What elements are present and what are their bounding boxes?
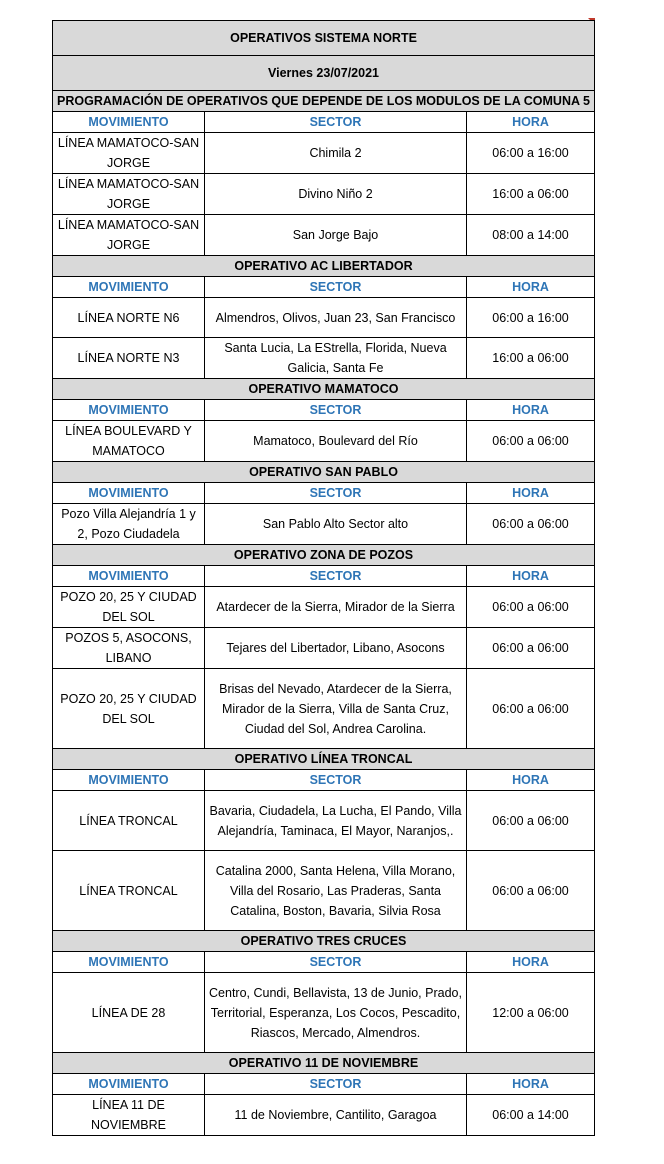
section-title-row [53, 545, 595, 566]
column-header-movement: MOVIMIENTO [53, 770, 205, 791]
column-header-hour: HORA [467, 277, 595, 298]
cell-movement: POZO 20, 25 Y CIUDAD DEL SOL [53, 669, 205, 749]
table-row [53, 1095, 595, 1136]
table-row [53, 215, 595, 256]
section-title-row [53, 256, 595, 277]
cell-sector: Chimila 2 [205, 133, 467, 174]
section-title: OPERATIVO SAN PABLO [53, 462, 595, 483]
cell-movement: LÍNEA NORTE N6 [53, 298, 205, 338]
table-row [53, 338, 595, 379]
cell-hour: 06:00 a 06:00 [467, 628, 595, 669]
cell-sector: Brisas del Nevado, Atardecer de la Sierra, Mirador de la Sierra, Villa de Santa Cruz, Ciudad del Sol, Andrea Carolina. [205, 669, 467, 749]
table-row [53, 421, 595, 462]
section-title: OPERATIVO LÍNEA TRONCAL [53, 749, 595, 770]
column-header-hour: HORA [467, 400, 595, 421]
cell-sector: Mamatoco, Boulevard del Río [205, 421, 467, 462]
cell-sector: Almendros, Olivos, Juan 23, San Francisco [205, 298, 467, 338]
cell-sector: 11 de Noviembre, Cantilito, Garagoa [205, 1095, 467, 1136]
cell-hour: 06:00 a 06:00 [467, 791, 595, 851]
section-title: OPERATIVO MAMATOCO [53, 379, 595, 400]
column-header-hour: HORA [467, 483, 595, 504]
cell-sector: Atardecer de la Sierra, Mirador de la Sierra [205, 587, 467, 628]
table-row [53, 669, 595, 749]
cell-movement: LÍNEA NORTE N3 [53, 338, 205, 379]
column-header-movement: MOVIMIENTO [53, 277, 205, 298]
section-title-row [53, 1053, 595, 1074]
column-header-movement: MOVIMIENTO [53, 566, 205, 587]
page-title: OPERATIVOS SISTEMA NORTE [53, 21, 595, 56]
cell-movement: LÍNEA BOULEVARD Y MAMATOCO [53, 421, 205, 462]
table-row [53, 973, 595, 1053]
column-header-movement: MOVIMIENTO [53, 952, 205, 973]
page-date: Viernes 23/07/2021 [53, 56, 595, 91]
cell-hour: 06:00 a 06:00 [467, 851, 595, 931]
cell-movement: POZO 20, 25 Y CIUDAD DEL SOL [53, 587, 205, 628]
table-row [53, 504, 595, 545]
column-header-movement: MOVIMIENTO [53, 112, 205, 133]
cell-hour: 06:00 a 16:00 [467, 133, 595, 174]
column-header-hour: HORA [467, 770, 595, 791]
column-header-movement: MOVIMIENTO [53, 1074, 205, 1095]
section-title-row [53, 379, 595, 400]
cell-sector: San Jorge Bajo [205, 215, 467, 256]
cell-movement: LÍNEA 11 DE NOVIEMBRE [53, 1095, 205, 1136]
column-header-sector: SECTOR [205, 277, 467, 298]
cell-movement: LÍNEA MAMATOCO-SAN JORGE [53, 174, 205, 215]
cell-hour: 06:00 a 06:00 [467, 421, 595, 462]
column-header-sector: SECTOR [205, 112, 467, 133]
column-header-movement: MOVIMIENTO [53, 483, 205, 504]
column-header-row [53, 1074, 595, 1095]
column-header-sector: SECTOR [205, 952, 467, 973]
section-title: OPERATIVO ZONA DE POZOS [53, 545, 595, 566]
cell-movement: POZOS 5, ASOCONS, LIBANO [53, 628, 205, 669]
table-row [53, 791, 595, 851]
column-header-row [53, 952, 595, 973]
cell-movement: LÍNEA MAMATOCO-SAN JORGE [53, 215, 205, 256]
column-header-sector: SECTOR [205, 770, 467, 791]
cell-movement: Pozo Villa Alejandría 1 y 2, Pozo Ciudadela [53, 504, 205, 545]
cell-sector: Centro, Cundi, Bellavista, 13 de Junio, Prado, Territorial, Esperanza, Los Cocos, Pescadito, Riascos, Mercado, Almendros. [205, 973, 467, 1053]
section-title: OPERATIVO 11 DE NOVIEMBRE [53, 1053, 595, 1074]
cell-sector: Santa Lucia, La EStrella, Florida, Nueva Galicia, Santa Fe [205, 338, 467, 379]
column-header-hour: HORA [467, 1074, 595, 1095]
cell-hour: 06:00 a 16:00 [467, 298, 595, 338]
cell-movement: LÍNEA TRONCAL [53, 851, 205, 931]
section-title-row [53, 931, 595, 952]
date-row [53, 56, 595, 91]
cell-movement: LÍNEA TRONCAL [53, 791, 205, 851]
section-title: OPERATIVO TRES CRUCES [53, 931, 595, 952]
cell-movement: LÍNEA MAMATOCO-SAN JORGE [53, 133, 205, 174]
cell-hour: 08:00 a 14:00 [467, 215, 595, 256]
column-header-row [53, 566, 595, 587]
section-title-row [53, 91, 595, 112]
column-header-row [53, 770, 595, 791]
column-header-sector: SECTOR [205, 400, 467, 421]
section-title-row [53, 749, 595, 770]
column-header-sector: SECTOR [205, 566, 467, 587]
column-header-row [53, 400, 595, 421]
column-header-sector: SECTOR [205, 483, 467, 504]
section-title: OPERATIVO AC LIBERTADOR [53, 256, 595, 277]
cell-sector: Bavaria, Ciudadela, La Lucha, El Pando, Villa Alejandría, Taminaca, El Mayor, Naranjos,. [205, 791, 467, 851]
cell-sector: Tejares del Libertador, Libano, Asocons [205, 628, 467, 669]
cell-movement: LÍNEA DE 28 [53, 973, 205, 1053]
table-row [53, 298, 595, 338]
cell-sector: San Pablo Alto Sector alto [205, 504, 467, 545]
cell-sector: Divino Niño 2 [205, 174, 467, 215]
column-header-row [53, 112, 595, 133]
table-row [53, 587, 595, 628]
table-row [53, 174, 595, 215]
table-row [53, 851, 595, 931]
cell-sector: Catalina 2000, Santa Helena, Villa Morano, Villa del Rosario, Las Praderas, Santa Catalina, Boston, Bavaria, Silvia Rosa [205, 851, 467, 931]
cell-hour: 06:00 a 06:00 [467, 587, 595, 628]
column-header-row [53, 277, 595, 298]
cell-hour: 06:00 a 06:00 [467, 669, 595, 749]
column-header-hour: HORA [467, 952, 595, 973]
operations-table [52, 20, 595, 1136]
column-header-hour: HORA [467, 566, 595, 587]
cell-hour: 06:00 a 14:00 [467, 1095, 595, 1136]
section-title: PROGRAMACIÓN DE OPERATIVOS QUE DEPENDE DE LOS MODULOS DE LA COMUNA 5 [53, 91, 595, 112]
cell-hour: 16:00 a 06:00 [467, 338, 595, 379]
title-row [53, 21, 595, 56]
table-row [53, 628, 595, 669]
column-header-movement: MOVIMIENTO [53, 400, 205, 421]
section-title-row [53, 462, 595, 483]
cell-hour: 16:00 a 06:00 [467, 174, 595, 215]
cell-hour: 12:00 a 06:00 [467, 973, 595, 1053]
column-header-hour: HORA [467, 112, 595, 133]
column-header-sector: SECTOR [205, 1074, 467, 1095]
column-header-row [53, 483, 595, 504]
table-row [53, 133, 595, 174]
cell-hour: 06:00 a 06:00 [467, 504, 595, 545]
